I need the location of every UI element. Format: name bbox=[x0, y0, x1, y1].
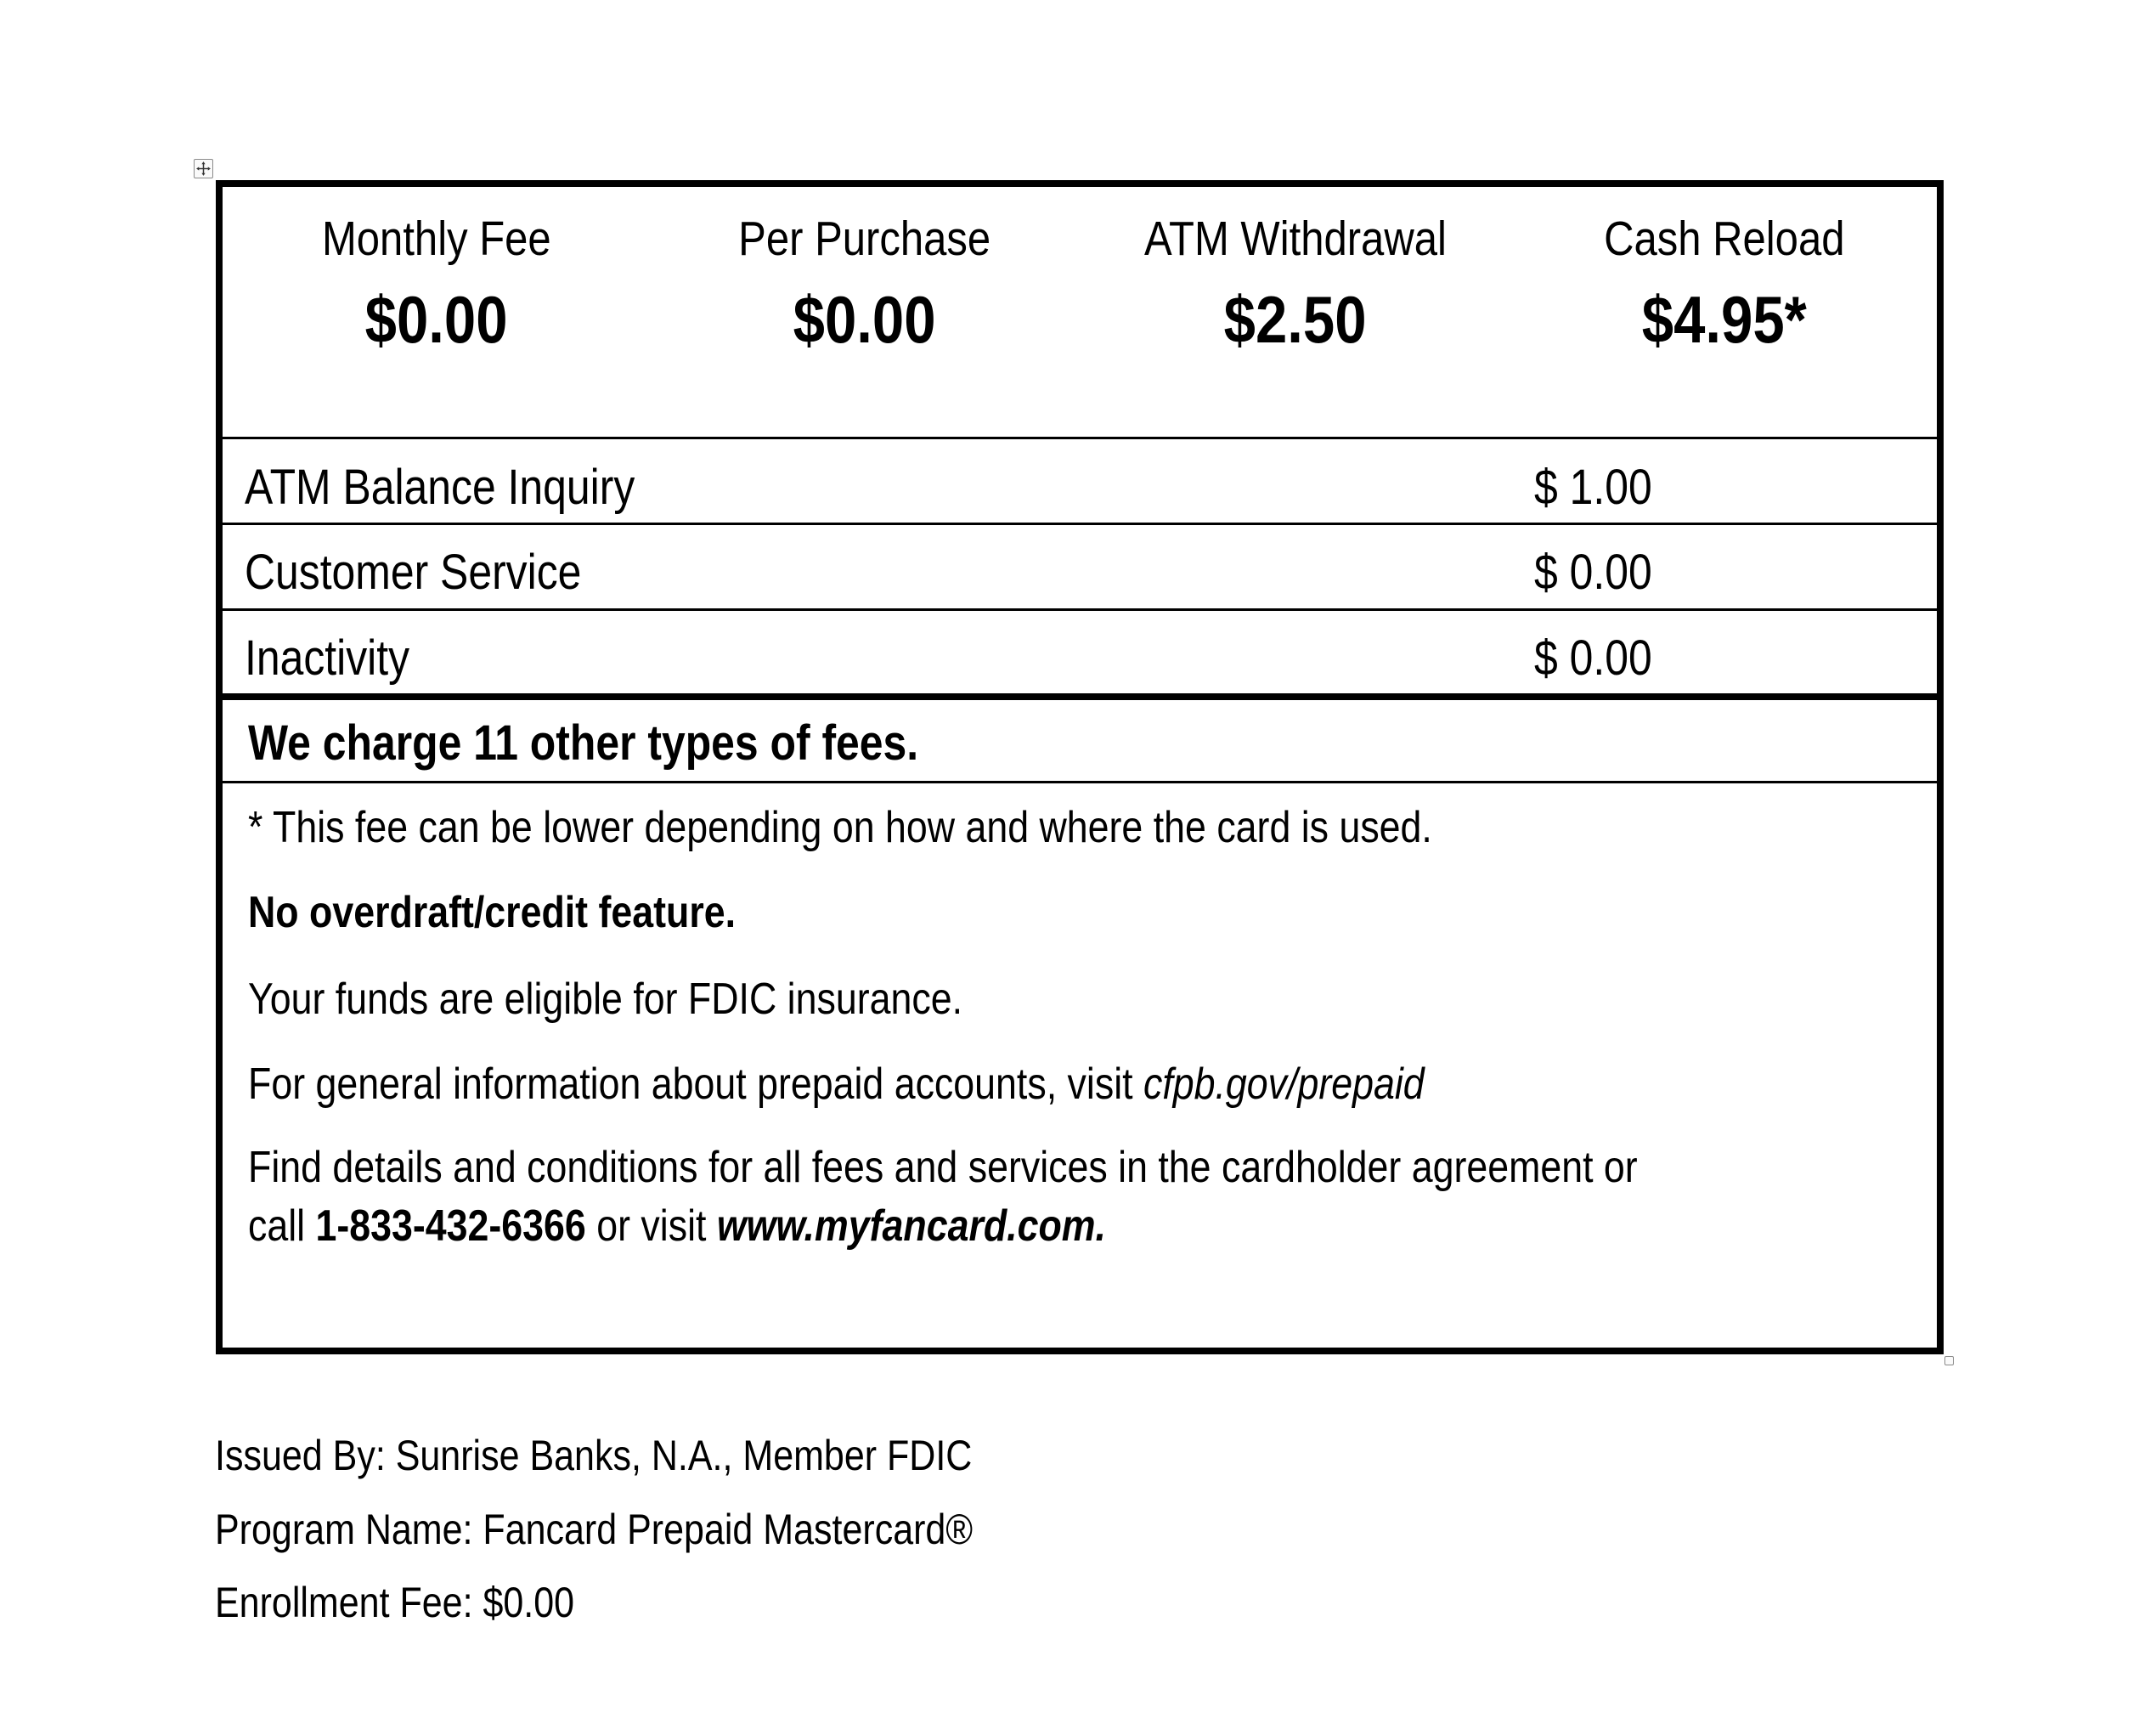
headline-fee-per-purchase bbox=[651, 187, 1079, 438]
headline-fee-value: $0.00 bbox=[365, 282, 508, 357]
headline-fee-cash-reload bbox=[1512, 187, 1937, 438]
overdraft-note: No overdraft/credit feature. bbox=[248, 888, 737, 937]
move-arrows-icon bbox=[195, 160, 212, 178]
headline-fee-value: $0.00 bbox=[793, 282, 936, 357]
headline-fee-monthly bbox=[223, 187, 651, 438]
headline-fee-label: Monthly Fee bbox=[322, 212, 551, 266]
fee-row-label: ATM Balance Inquiry bbox=[245, 460, 635, 515]
program-name: Program Name: Fancard Prepaid Mastercard® bbox=[215, 1506, 974, 1553]
headline-fee-label: Cash Reload bbox=[1604, 212, 1845, 266]
fee-row-label: Inactivity bbox=[245, 630, 410, 686]
fee-row-value: $ 1.00 bbox=[1534, 460, 1652, 515]
headline-fee-atm-withdrawal bbox=[1079, 187, 1512, 438]
divider bbox=[223, 608, 1937, 611]
fee-row-value: $ 0.00 bbox=[1534, 545, 1652, 600]
details-note-line2: call 1-833-432-6366 or visit www.myfancard.com. bbox=[248, 1201, 1106, 1251]
divider bbox=[223, 523, 1937, 525]
other-fee-count-statement: We charge 11 other types of fees. bbox=[248, 715, 919, 771]
table-resize-handle-icon[interactable] bbox=[1944, 1356, 1954, 1365]
enrollment-fee: Enrollment Fee: $0.00 bbox=[215, 1579, 575, 1626]
cfpb-link[interactable]: cfpb.gov/prepaid bbox=[1143, 1060, 1425, 1109]
fdic-note: Your funds are eligible for FDIC insurance. bbox=[248, 975, 963, 1024]
headline-fee-label: Per Purchase bbox=[738, 212, 991, 266]
headline-fee-value: $2.50 bbox=[1224, 282, 1367, 357]
issued-by: Issued By: Sunrise Banks, N.A., Member FDIC bbox=[215, 1432, 973, 1479]
website-link[interactable]: www.myfancard.com. bbox=[716, 1201, 1106, 1251]
phone-number[interactable]: 1-833-432-6366 bbox=[315, 1201, 586, 1251]
divider bbox=[223, 437, 1937, 439]
fee-row-value: $ 0.00 bbox=[1534, 630, 1652, 686]
fee-row-label: Customer Service bbox=[245, 545, 582, 600]
general-info-note: For general information about prepaid accounts, visit cfpb.gov/prepaid bbox=[248, 1060, 1425, 1109]
thick-divider bbox=[223, 693, 1937, 700]
short-form-fee-table bbox=[216, 180, 1944, 1354]
asterisk-note: * This fee can be lower depending on how and where the card is used. bbox=[248, 803, 1432, 852]
details-note-line1: Find details and conditions for all fees and services in the cardholder agreement or bbox=[248, 1143, 1638, 1192]
table-move-handle-icon[interactable] bbox=[194, 159, 213, 178]
headline-fee-value: $4.95* bbox=[1642, 282, 1807, 357]
divider bbox=[223, 781, 1937, 783]
headline-fee-label: ATM Withdrawal bbox=[1144, 212, 1447, 266]
